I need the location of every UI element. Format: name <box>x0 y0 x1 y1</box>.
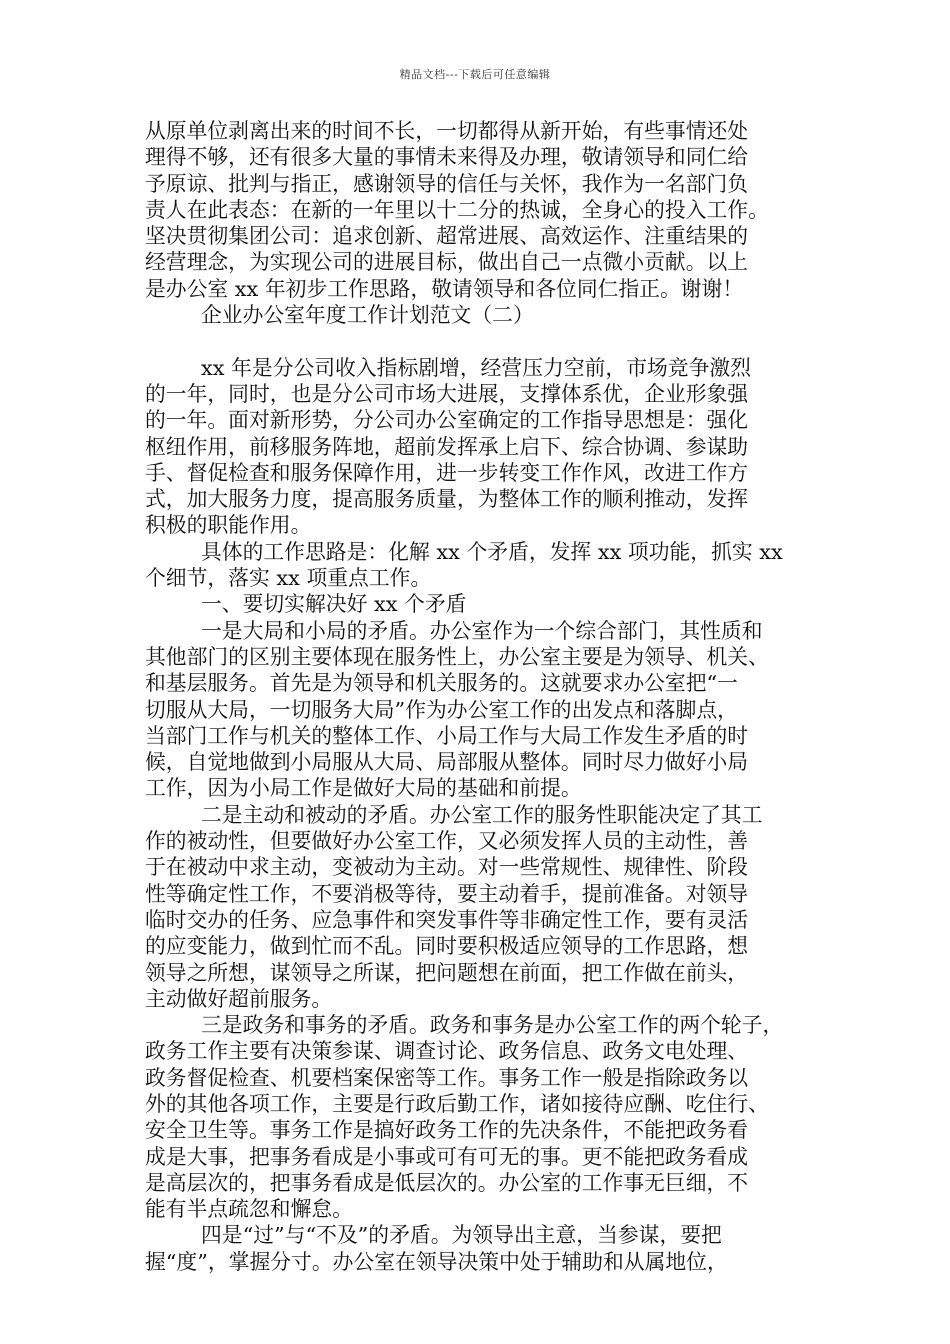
text-line: 四是“过”与“不及”的矛盾。为领导出主意，当参谋，要把 <box>201 1223 722 1248</box>
text-line: 的一年。面对新形势，分公司办公室确定的工作指导思想是：强化 <box>145 408 749 433</box>
text-line: 切服从大局，一切服务大局”作为办公室工作的出发点和落脚点， <box>145 697 738 722</box>
text-line: 和基层服务。首先是为领导和机关服务的。这就要求办公室把“一 <box>145 671 738 696</box>
text-line: 企业办公室年度工作计划范文（二） <box>201 303 534 328</box>
text-line: 个细节，落实 xx 项重点工作。 <box>145 566 432 591</box>
text-line: 候，自觉地做到小局服从大局、局部服从整体。同时尽力做好小局 <box>145 750 749 775</box>
text-line: 理得不够，还有很多大量的事情未来得及办理，敬请领导和同仁给 <box>145 145 749 170</box>
text-line: 具体的工作思路是：化解 xx 个矛盾，发挥 xx 项功能，抓实 xx <box>201 539 783 564</box>
text-line: 性等确定性工作，不要消极等待，要主动着手，提前准备。对领导 <box>145 881 749 906</box>
text-line: 成是大事，把事务看成是小事或可有可无的事。更不能把政务看成 <box>145 1144 749 1169</box>
text-line: 一是大局和小局的矛盾。办公室作为一个综合部门，其性质和 <box>201 618 763 643</box>
text-line: 政务督促检查、机要档案保密等工作。事务工作一般是指除政务以 <box>145 1065 749 1090</box>
page-header: 精品文档---下载后可任意编辑 <box>399 68 551 81</box>
text-line: 的一年，同时，也是分公司市场大进展，支撑体系优，企业形象强 <box>145 381 749 406</box>
blank-line <box>145 328 811 354</box>
text-line: 积极的职能作用。 <box>145 513 312 538</box>
text-line: 工作，因为小局工作是做好大局的基础和前提。 <box>145 776 582 801</box>
text-line: 坚决贯彻集团公司：追求创新、超常进展、高效运作、注重结果的 <box>145 224 749 249</box>
text-line: 二是主动和被动的矛盾。办公室工作的服务性职能决定了其工 <box>201 802 763 827</box>
text-line: 能有半点疏忽和懈怠。 <box>145 1197 353 1222</box>
text-line: 三是政务和事务的矛盾。政务和事务是办公室工作的两个轮子， <box>201 1013 784 1038</box>
text-line: 政务工作主要有决策参谋、调查讨论、政务信息、政务文电处理、 <box>145 1039 749 1064</box>
text-line: 一、要切实解决好 xx 个矛盾 <box>201 592 467 617</box>
text-line: xx 年是分公司收入指标剧增，经营压力空前，市场竞争激烈 <box>201 355 751 380</box>
text-line: 当部门工作与机关的整体工作、小局工作与大局工作发生矛盾的时 <box>145 723 749 748</box>
text-line: 从原单位剥离出来的时间不长，一切都得从新开始，有些事情还处 <box>145 119 749 143</box>
text-line: 安全卫生等。事务工作是搞好政务工作的先决条件，不能把政务看 <box>145 1118 749 1143</box>
text-line: 予原谅、批判与指正，感谢领导的信任与关怀，我作为一名部门负 <box>145 171 749 196</box>
text-line: 枢纽作用，前移服务阵地，超前发挥承上启下、综合协调、参谋助 <box>145 434 749 459</box>
text-line: 的应变能力，做到忙而不乱。同时要积极适应领导的工作思路，想 <box>145 934 749 959</box>
text-line: 主动做好超前服务。 <box>145 986 333 1011</box>
text-line: 握“度”，掌握分寸。办公室在领导决策中处于辅助和从属地位， <box>145 1249 728 1274</box>
text-line: 领导之所想，谋领导之所谋，把问题想在前面，把工作做在前头， <box>145 960 749 985</box>
text-line: 其他部门的区别主要体现在服务性上，办公室主要是为领导、机关、 <box>145 644 769 669</box>
text-line: 责人在此表态：在新的一年里以十二分的热诚，全身心的投入工作。 <box>145 197 769 222</box>
text-line: 外的其他各项工作，主要是行政后勤工作，诸如接待应酬、吃住行、 <box>145 1091 769 1116</box>
text-line: 临时交办的任务、应急事件和突发事件等非确定性工作，要有灵活 <box>145 907 749 932</box>
document-body <box>145 118 811 1275</box>
text-line: 手、督促检查和服务保障作用，进一步转变工作作风，改进工作方 <box>145 460 749 485</box>
text-line: 于在被动中求主动，变被动为主动。对一些常规性、规律性、阶段 <box>145 855 749 880</box>
text-line: 经营理念，为实现公司的进展目标，做出自己一点微小贡献。以上 <box>145 250 749 275</box>
text-line: 是办公室 xx 年初步工作思路，敬请领导和各位同仁指正。谢谢！ <box>145 276 744 301</box>
text-line: 是高层次的，把事务看成是低层次的。办公室的工作事无巨细，不 <box>145 1170 749 1195</box>
text-line: 作的被动性，但要做好办公室工作，又必须发挥人员的主动性，善 <box>145 829 749 854</box>
text-line: 式，加大服务力度，提高服务质量，为整体工作的顺利推动，发挥 <box>145 487 749 512</box>
